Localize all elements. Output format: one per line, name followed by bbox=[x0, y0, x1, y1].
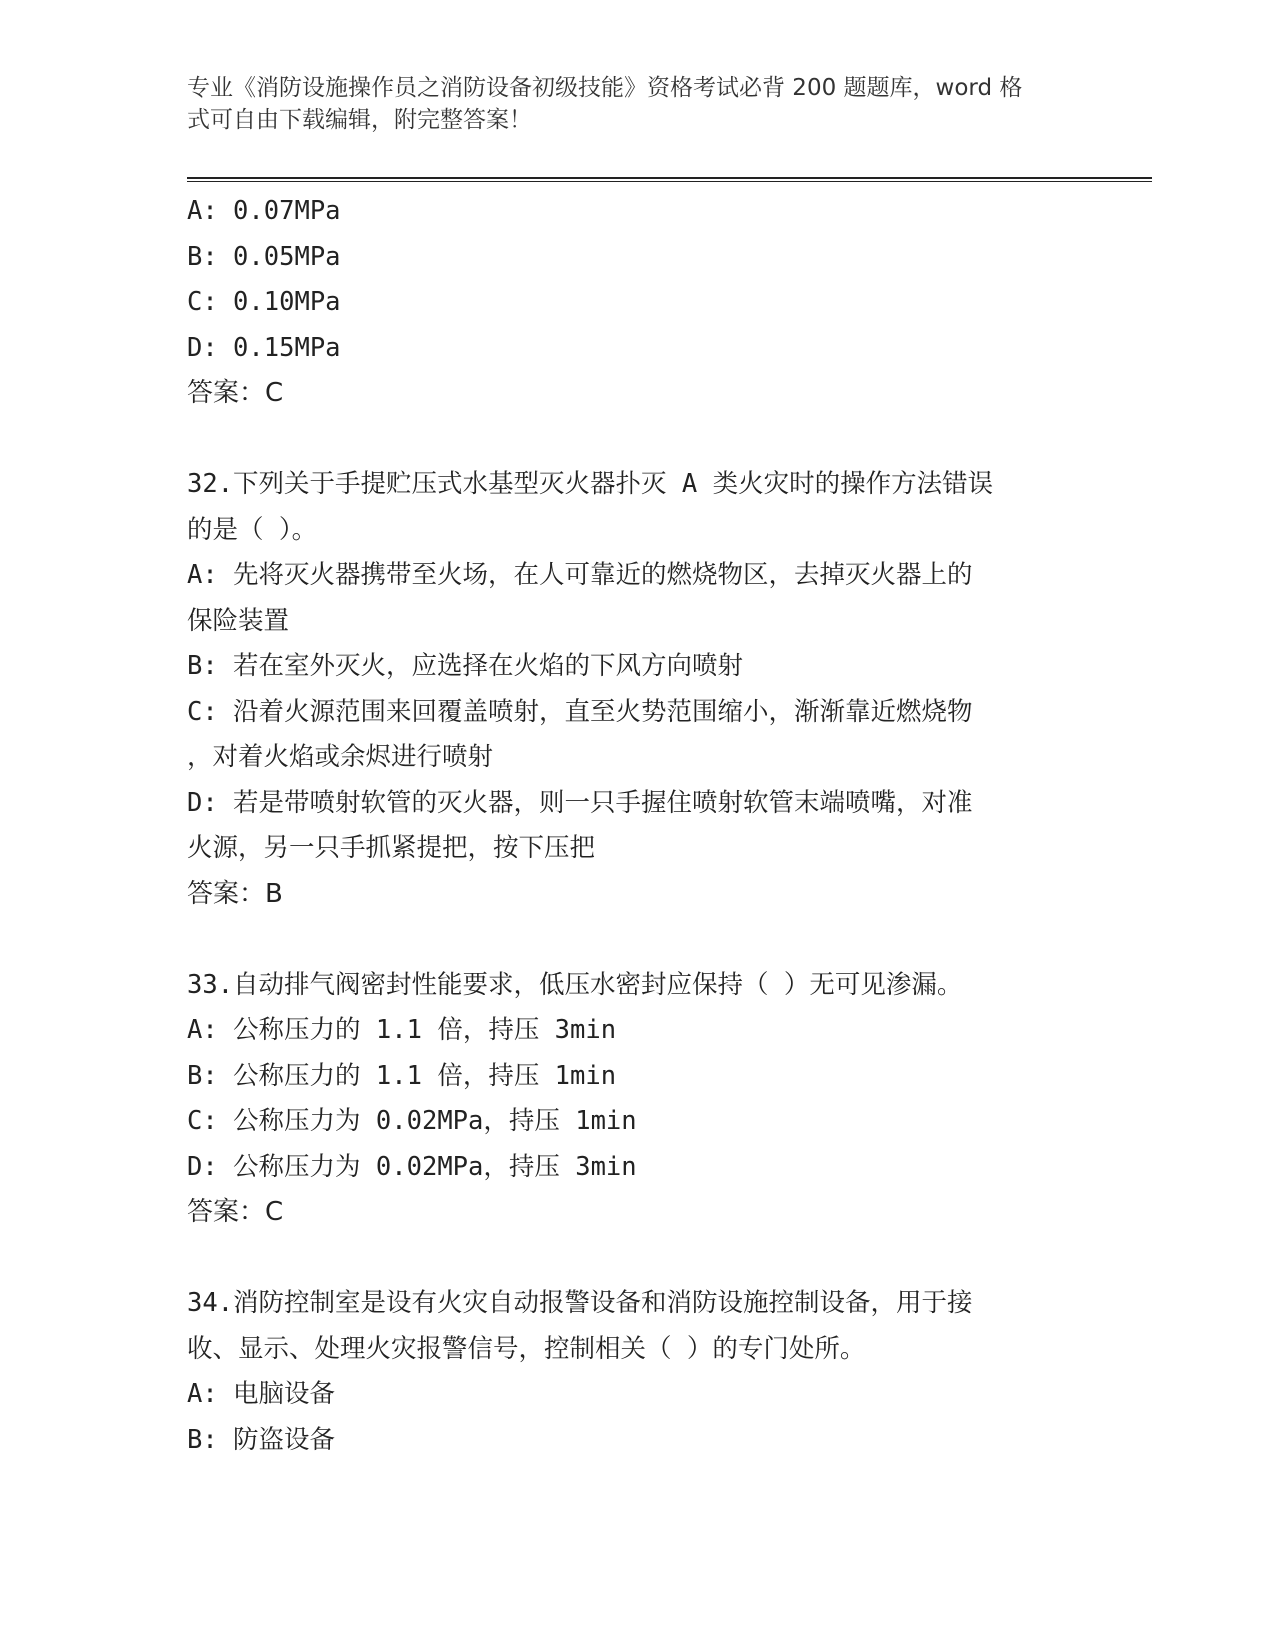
header-title-line-2: 式可自由下载编辑，附完整答案！ bbox=[187, 107, 532, 133]
question-33-answer: 答案：C bbox=[187, 1197, 284, 1227]
question-33-option-b: B: 公称压力的 1.1 倍，持压 1min bbox=[187, 1060, 617, 1091]
question-spacer bbox=[187, 417, 1087, 463]
question-32-answer: 答案：B bbox=[187, 878, 283, 909]
question-34-stem-line-1: 34.消防控制室是设有火灾自动报警设备和消防设施控制设备，用于接 bbox=[187, 1288, 973, 1318]
question-spacer bbox=[187, 1236, 1087, 1282]
question-32-stem-line-1: 32.下列关于手提贮压式水基型灭火器扑灭 A 类火灾时的操作方法错误 bbox=[187, 469, 994, 499]
question-31-option-b: B: 0.05MPa bbox=[187, 241, 341, 272]
question-32-option-d-cont: 火源，另一只手抓紧提把，按下压把 bbox=[187, 833, 596, 863]
question-34 bbox=[187, 1281, 1087, 1463]
question-31 bbox=[187, 189, 1087, 417]
question-32-option-d: D: 若是带喷射软管的灭火器，则一只手握住喷射软管末端喷嘴，对准 bbox=[187, 787, 973, 818]
question-33-stem-line-1: 33.自动排气阀密封性能要求，低压水密封应保持（ ）无可见渗漏。 bbox=[187, 969, 963, 1000]
question-31-option-c: C: 0.10MPa bbox=[187, 287, 341, 317]
question-31-answer: 答案：C bbox=[187, 378, 284, 408]
question-31-option-a: A: 0.07MPa bbox=[187, 196, 341, 226]
header-divider-thick bbox=[187, 177, 1152, 179]
question-32-option-b: B: 若在室外灭火，应选择在火焰的下风方向喷射 bbox=[187, 651, 744, 681]
question-spacer bbox=[187, 917, 1087, 963]
question-31-option-d: D: 0.15MPa bbox=[187, 332, 341, 363]
header-title-line-1: 专业《消防设施操作员之消防设备初级技能》资格考试必背 200 题题库，word 格 bbox=[187, 75, 1023, 101]
question-list bbox=[187, 189, 1087, 1463]
question-34-stem-line-2: 收、显示、处理火灾报警信号，控制相关（ ）的专门处所。 bbox=[187, 1333, 866, 1364]
question-32 bbox=[187, 462, 1087, 917]
question-33-option-d: D: 公称压力为 0.02MPa，持压 3min bbox=[187, 1151, 637, 1182]
document-header bbox=[187, 72, 1067, 136]
question-33-option-a: A: 公称压力的 1.1 倍，持压 3min bbox=[187, 1015, 617, 1045]
question-32-option-c-cont: ，对着火焰或余烬进行喷射 bbox=[187, 742, 494, 772]
question-33 bbox=[187, 963, 1087, 1236]
header-divider-thin bbox=[187, 181, 1152, 182]
question-32-option-a-cont: 保险装置 bbox=[187, 605, 290, 636]
question-33-option-c: C: 公称压力为 0.02MPa，持压 1min bbox=[187, 1106, 637, 1136]
question-32-stem-line-2: 的是（ ）。 bbox=[187, 514, 318, 545]
question-34-option-a: A: 电脑设备 bbox=[187, 1379, 336, 1409]
question-34-option-b: B: 防盗设备 bbox=[187, 1424, 336, 1455]
question-32-option-a: A: 先将灭火器携带至火场，在人可靠近的燃烧物区，去掉灭火器上的 bbox=[187, 560, 973, 590]
question-32-option-c: C: 沿着火源范围来回覆盖喷射，直至火势范围缩小，渐渐靠近燃烧物 bbox=[187, 696, 973, 727]
